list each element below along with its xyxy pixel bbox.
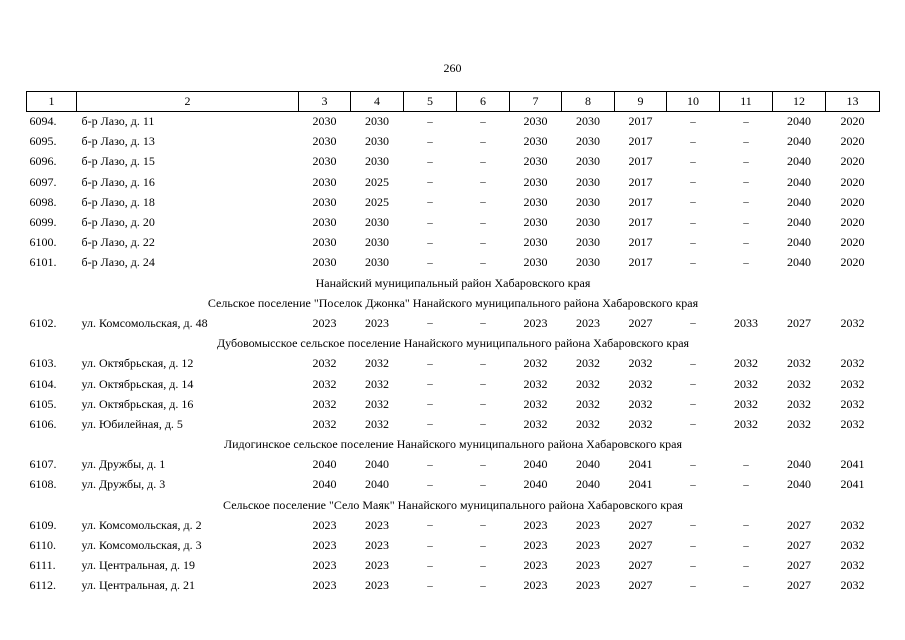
- year-cell: –: [743, 519, 749, 532]
- year-cell: –: [427, 418, 433, 431]
- year-cell: –: [690, 256, 696, 269]
- year-cell: –: [480, 236, 486, 249]
- year-cell: 2041: [628, 477, 653, 492]
- year-cell: 2032: [734, 356, 758, 371]
- section-heading-row: [27, 435, 880, 455]
- year-cell: –: [427, 236, 433, 249]
- year-cell: 2030: [312, 114, 337, 129]
- table-row: [27, 394, 880, 414]
- year-cell: 2040: [787, 174, 811, 189]
- year-cell: –: [427, 115, 433, 128]
- year-cell: 2020: [840, 114, 865, 129]
- year-cell: 2027: [628, 517, 653, 532]
- row-number-cell: 6097.: [29, 174, 57, 189]
- year-cell: 2030: [576, 215, 600, 230]
- year-cell: –: [480, 519, 486, 532]
- column-header: 9: [615, 92, 667, 112]
- year-cell: 2040: [787, 255, 811, 270]
- year-cell: 2032: [734, 416, 758, 431]
- year-cell: 2017: [628, 174, 653, 189]
- year-cell: 2017: [628, 235, 653, 250]
- year-cell: 2023: [576, 538, 600, 553]
- year-cell: –: [743, 216, 749, 229]
- year-cell: –: [480, 196, 486, 209]
- year-cell: 2033: [734, 315, 758, 330]
- year-cell: 2030: [365, 255, 389, 270]
- table-row: [27, 535, 880, 555]
- table-row: [27, 212, 880, 232]
- row-number-cell: 6112.: [29, 578, 57, 593]
- address-cell: б-р Лазо, д. 15: [81, 154, 155, 169]
- column-header: 3: [299, 92, 351, 112]
- column-header: 6: [457, 92, 510, 112]
- year-cell: 2032: [840, 396, 865, 411]
- year-cell: 2023: [576, 517, 600, 532]
- year-cell: –: [480, 357, 486, 370]
- section-heading: Сельское поселение "Село Маяк" Нанайского муниципального района Хабаровского края: [223, 497, 683, 512]
- year-cell: 2040: [365, 457, 389, 472]
- address-cell: ул. Дружбы, д. 3: [81, 477, 166, 492]
- year-cell: 2023: [365, 517, 389, 532]
- year-cell: –: [690, 236, 696, 249]
- row-number-cell: 6094.: [29, 114, 57, 129]
- year-cell: 2023: [365, 558, 389, 573]
- address-cell: ул. Дружбы, д. 1: [81, 457, 166, 472]
- year-cell: 2025: [365, 174, 389, 189]
- year-cell: 2030: [523, 114, 548, 129]
- year-cell: 2032: [840, 376, 865, 391]
- year-cell: 2040: [312, 457, 337, 472]
- year-cell: 2040: [787, 457, 811, 472]
- table-row: [27, 313, 880, 333]
- year-cell: 2032: [840, 416, 865, 431]
- column-header: 12: [773, 92, 826, 112]
- address-cell: ул. Комсомольская, д. 48: [81, 315, 208, 330]
- year-cell: –: [427, 317, 433, 330]
- year-cell: –: [743, 236, 749, 249]
- year-cell: 2032: [365, 376, 389, 391]
- year-cell: 2032: [734, 396, 758, 411]
- address-cell: б-р Лазо, д. 16: [81, 174, 155, 189]
- row-number-cell: 6103.: [29, 356, 57, 371]
- year-cell: 2023: [312, 517, 337, 532]
- section-heading: Дубовомысское сельское поселение Нанайского муниципального района Хабаровского края: [216, 336, 690, 351]
- year-cell: 2030: [576, 174, 600, 189]
- column-header: 1: [27, 92, 77, 112]
- year-cell: 2023: [312, 538, 337, 553]
- year-cell: –: [427, 398, 433, 411]
- table-body: [27, 112, 880, 597]
- year-cell: –: [690, 357, 696, 370]
- year-cell: 2040: [523, 477, 548, 492]
- year-cell: –: [480, 398, 486, 411]
- year-cell: –: [690, 196, 696, 209]
- column-header: 13: [826, 92, 880, 112]
- year-cell: –: [743, 559, 749, 572]
- year-cell: 2030: [312, 174, 337, 189]
- year-cell: 2040: [787, 114, 811, 129]
- year-cell: 2032: [312, 396, 337, 411]
- year-cell: 2032: [523, 396, 548, 411]
- table-row: [27, 576, 880, 596]
- year-cell: –: [427, 256, 433, 269]
- year-cell: –: [743, 155, 749, 168]
- year-cell: 2032: [365, 356, 389, 371]
- year-cell: 2032: [576, 416, 600, 431]
- year-cell: 2017: [628, 255, 653, 270]
- row-number-cell: 6098.: [29, 194, 57, 209]
- year-cell: 2023: [523, 578, 548, 593]
- page-number: 260: [443, 61, 462, 75]
- year-cell: 2030: [365, 235, 389, 250]
- address-cell: ул. Центральная, д. 21: [81, 578, 196, 593]
- row-number-cell: 6101.: [29, 255, 57, 270]
- year-cell: 2017: [628, 114, 653, 129]
- year-cell: 2032: [734, 376, 758, 391]
- year-cell: 2041: [628, 457, 653, 472]
- year-cell: 2032: [628, 376, 653, 391]
- year-cell: 2030: [312, 154, 337, 169]
- year-cell: 2023: [576, 558, 600, 573]
- address-cell: ул. Комсомольская, д. 3: [81, 538, 202, 553]
- year-cell: 2032: [576, 396, 600, 411]
- column-number-header: [27, 92, 880, 112]
- year-cell: 2030: [312, 255, 337, 270]
- year-cell: 2030: [576, 154, 600, 169]
- table-row: [27, 515, 880, 535]
- year-cell: 2030: [365, 114, 389, 129]
- year-cell: 2032: [576, 356, 600, 371]
- year-cell: 2032: [312, 416, 337, 431]
- year-cell: 2023: [523, 315, 548, 330]
- housing-register-table: [26, 91, 880, 596]
- column-header: 5: [404, 92, 457, 112]
- year-cell: 2020: [840, 255, 865, 270]
- year-cell: 2017: [628, 194, 653, 209]
- table-row: [27, 354, 880, 374]
- year-cell: 2032: [787, 356, 811, 371]
- table-row: [27, 475, 880, 495]
- row-number-cell: 6106.: [29, 416, 57, 431]
- table-row: [27, 172, 880, 192]
- year-cell: 2017: [628, 154, 653, 169]
- row-number-cell: 6107.: [29, 457, 57, 472]
- address-cell: б-р Лазо, д. 24: [81, 255, 155, 270]
- year-cell: 2040: [312, 477, 337, 492]
- year-cell: –: [690, 135, 696, 148]
- year-cell: 2030: [523, 134, 548, 149]
- year-cell: 2030: [576, 235, 600, 250]
- year-cell: –: [690, 478, 696, 491]
- year-cell: –: [480, 418, 486, 431]
- table-row: [27, 233, 880, 253]
- year-cell: –: [743, 115, 749, 128]
- column-header: 8: [562, 92, 615, 112]
- year-cell: 2040: [365, 477, 389, 492]
- year-cell: 2023: [312, 578, 337, 593]
- row-number-cell: 6100.: [29, 235, 57, 250]
- year-cell: 2032: [312, 356, 337, 371]
- address-cell: б-р Лазо, д. 22: [81, 235, 155, 250]
- table-row: [27, 152, 880, 172]
- year-cell: 2017: [628, 215, 653, 230]
- year-cell: –: [690, 418, 696, 431]
- row-number-cell: 6099.: [29, 215, 57, 230]
- row-number-cell: 6105.: [29, 396, 57, 411]
- section-heading: Сельское поселение "Поселок Джонка" Нанайского муниципального района Хабаровского края: [207, 295, 699, 310]
- year-cell: 2032: [840, 538, 865, 553]
- year-cell: –: [480, 559, 486, 572]
- year-cell: –: [480, 256, 486, 269]
- year-cell: –: [480, 155, 486, 168]
- year-cell: –: [480, 539, 486, 552]
- section-heading-row: [27, 273, 880, 293]
- year-cell: 2040: [787, 215, 811, 230]
- year-cell: –: [480, 176, 486, 189]
- row-number-cell: 6102.: [29, 315, 57, 330]
- year-cell: 2032: [840, 558, 865, 573]
- year-cell: 2027: [628, 538, 653, 553]
- year-cell: –: [743, 579, 749, 592]
- year-cell: 2023: [312, 558, 337, 573]
- year-cell: 2017: [628, 134, 653, 149]
- year-cell: 2040: [576, 457, 600, 472]
- section-heading-row: [27, 293, 880, 313]
- table-row: [27, 132, 880, 152]
- year-cell: 2030: [312, 235, 337, 250]
- year-cell: –: [427, 478, 433, 491]
- year-cell: –: [427, 155, 433, 168]
- year-cell: –: [690, 458, 696, 471]
- year-cell: 2032: [312, 376, 337, 391]
- year-cell: 2030: [576, 114, 600, 129]
- table-row: [27, 192, 880, 212]
- year-cell: 2032: [787, 396, 811, 411]
- year-cell: –: [743, 256, 749, 269]
- year-cell: 2032: [523, 356, 548, 371]
- year-cell: –: [480, 458, 486, 471]
- year-cell: 2032: [787, 416, 811, 431]
- year-cell: –: [480, 378, 486, 391]
- year-cell: 2041: [840, 477, 865, 492]
- year-cell: –: [480, 135, 486, 148]
- year-cell: –: [480, 216, 486, 229]
- year-cell: 2027: [787, 558, 811, 573]
- year-cell: 2041: [840, 457, 865, 472]
- year-cell: –: [690, 155, 696, 168]
- year-cell: –: [743, 135, 749, 148]
- year-cell: 2032: [576, 376, 600, 391]
- year-cell: –: [427, 539, 433, 552]
- year-cell: –: [427, 519, 433, 532]
- year-cell: 2040: [576, 477, 600, 492]
- year-cell: 2020: [840, 235, 865, 250]
- year-cell: 2040: [787, 154, 811, 169]
- year-cell: 2032: [840, 356, 865, 371]
- year-cell: 2023: [365, 315, 389, 330]
- address-cell: б-р Лазо, д. 20: [81, 215, 155, 230]
- year-cell: –: [480, 115, 486, 128]
- section-heading: Нанайский муниципальный район Хабаровского края: [315, 275, 591, 290]
- table-row: [27, 374, 880, 394]
- year-cell: 2032: [365, 416, 389, 431]
- year-cell: 2030: [312, 134, 337, 149]
- year-cell: –: [690, 539, 696, 552]
- year-cell: 2020: [840, 134, 865, 149]
- row-number-cell: 6109.: [29, 517, 57, 532]
- column-header: 11: [720, 92, 773, 112]
- address-cell: ул. Октябрьская, д. 16: [81, 396, 194, 411]
- year-cell: –: [743, 458, 749, 471]
- year-cell: 2032: [523, 416, 548, 431]
- year-cell: 2027: [787, 315, 811, 330]
- year-cell: –: [690, 398, 696, 411]
- year-cell: 2027: [787, 578, 811, 593]
- year-cell: 2020: [840, 174, 865, 189]
- year-cell: 2023: [523, 558, 548, 573]
- year-cell: –: [690, 176, 696, 189]
- year-cell: –: [427, 458, 433, 471]
- year-cell: 2040: [787, 235, 811, 250]
- year-cell: –: [480, 478, 486, 491]
- year-cell: 2032: [628, 356, 653, 371]
- year-cell: –: [427, 176, 433, 189]
- row-number-cell: 6110.: [29, 538, 57, 553]
- row-number-cell: 6104.: [29, 376, 57, 391]
- year-cell: 2040: [523, 457, 548, 472]
- column-header: 2: [77, 92, 299, 112]
- year-cell: 2023: [365, 578, 389, 593]
- year-cell: –: [690, 559, 696, 572]
- address-cell: ул. Центральная, д. 19: [81, 558, 196, 573]
- year-cell: 2040: [787, 477, 811, 492]
- year-cell: 2032: [787, 376, 811, 391]
- year-cell: 2030: [523, 154, 548, 169]
- year-cell: –: [690, 115, 696, 128]
- address-cell: б-р Лазо, д. 18: [81, 194, 155, 209]
- year-cell: 2025: [365, 194, 389, 209]
- year-cell: 2023: [523, 517, 548, 532]
- table-row: [27, 414, 880, 434]
- table-row: [27, 556, 880, 576]
- address-cell: ул. Октябрьская, д. 14: [81, 376, 194, 391]
- row-number-cell: 6095.: [29, 134, 57, 149]
- year-cell: –: [480, 317, 486, 330]
- year-cell: 2032: [840, 315, 865, 330]
- year-cell: 2030: [523, 194, 548, 209]
- year-cell: –: [743, 176, 749, 189]
- row-number-cell: 6111.: [29, 558, 56, 573]
- year-cell: 2032: [840, 578, 865, 593]
- year-cell: 2030: [365, 154, 389, 169]
- year-cell: –: [690, 519, 696, 532]
- address-cell: ул. Октябрьская, д. 12: [81, 356, 194, 371]
- year-cell: 2030: [523, 174, 548, 189]
- table-row: [27, 253, 880, 273]
- year-cell: 2030: [365, 215, 389, 230]
- year-cell: 2030: [576, 194, 600, 209]
- year-cell: 2020: [840, 194, 865, 209]
- table-row: [27, 455, 880, 475]
- year-cell: 2027: [628, 558, 653, 573]
- address-cell: б-р Лазо, д. 11: [81, 114, 155, 129]
- year-cell: 2040: [787, 134, 811, 149]
- address-cell: б-р Лазо, д. 13: [81, 134, 155, 149]
- year-cell: –: [690, 216, 696, 229]
- year-cell: 2023: [312, 315, 337, 330]
- year-cell: 2032: [365, 396, 389, 411]
- year-cell: 2023: [576, 578, 600, 593]
- year-cell: 2027: [628, 578, 653, 593]
- year-cell: –: [743, 196, 749, 209]
- column-header: 4: [351, 92, 404, 112]
- year-cell: 2027: [628, 315, 653, 330]
- table-row: [27, 112, 880, 132]
- section-heading-row: [27, 495, 880, 515]
- year-cell: –: [427, 216, 433, 229]
- year-cell: –: [743, 478, 749, 491]
- year-cell: 2030: [523, 215, 548, 230]
- year-cell: –: [427, 196, 433, 209]
- section-heading-row: [27, 334, 880, 354]
- year-cell: 2027: [787, 538, 811, 553]
- year-cell: –: [427, 135, 433, 148]
- year-cell: 2027: [787, 517, 811, 532]
- year-cell: 2032: [628, 396, 653, 411]
- year-cell: 2023: [576, 315, 600, 330]
- column-header: 7: [510, 92, 562, 112]
- year-cell: 2032: [840, 517, 865, 532]
- column-header: 10: [667, 92, 720, 112]
- address-cell: ул. Комсомольская, д. 2: [81, 517, 202, 532]
- year-cell: –: [427, 378, 433, 391]
- year-cell: 2030: [523, 235, 548, 250]
- year-cell: 2030: [312, 215, 337, 230]
- address-cell: ул. Юбилейная, д. 5: [81, 416, 183, 431]
- year-cell: –: [690, 378, 696, 391]
- year-cell: –: [743, 539, 749, 552]
- year-cell: 2030: [576, 134, 600, 149]
- year-cell: 2030: [365, 134, 389, 149]
- year-cell: –: [690, 317, 696, 330]
- year-cell: 2020: [840, 154, 865, 169]
- section-heading: Лидогинское сельское поселение Нанайского муниципального района Хабаровского края: [223, 437, 683, 452]
- row-number-cell: 6096.: [29, 154, 57, 169]
- year-cell: 2030: [312, 194, 337, 209]
- year-cell: 2040: [787, 194, 811, 209]
- year-cell: –: [427, 579, 433, 592]
- year-cell: 2030: [523, 255, 548, 270]
- year-cell: –: [427, 559, 433, 572]
- year-cell: 2023: [523, 538, 548, 553]
- year-cell: –: [480, 579, 486, 592]
- year-cell: –: [427, 357, 433, 370]
- year-cell: 2020: [840, 215, 865, 230]
- year-cell: 2023: [365, 538, 389, 553]
- year-cell: 2032: [628, 416, 653, 431]
- year-cell: 2032: [523, 376, 548, 391]
- year-cell: –: [690, 579, 696, 592]
- row-number-cell: 6108.: [29, 477, 57, 492]
- year-cell: 2030: [576, 255, 600, 270]
